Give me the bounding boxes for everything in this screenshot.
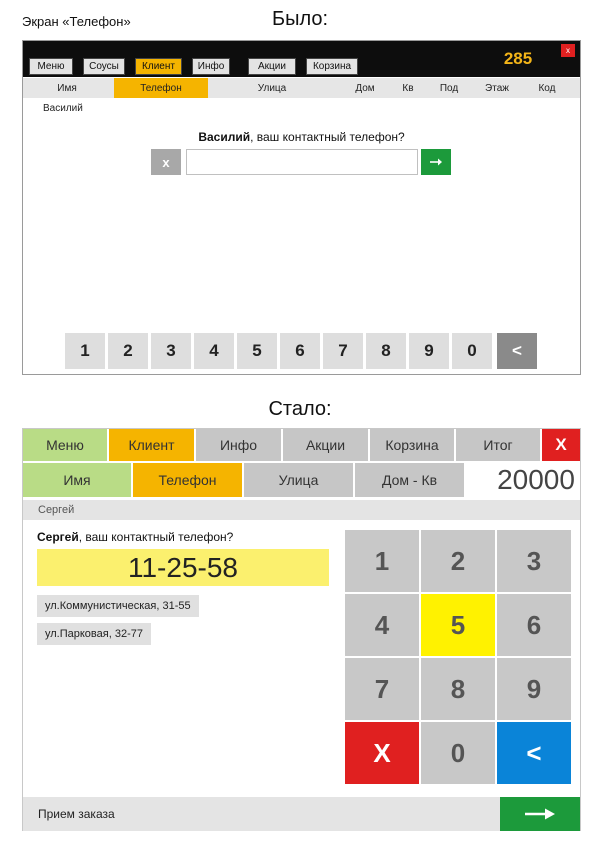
new-phone-input[interactable]: 11-25-58: [37, 549, 329, 586]
old-screen: [22, 40, 581, 375]
old-tab-promos[interactable]: Акции: [248, 58, 296, 75]
old-client-name: Василий: [43, 103, 83, 114]
old-key-1[interactable]: 1: [65, 333, 105, 369]
new-tab-cart[interactable]: Корзина: [370, 429, 456, 461]
keypad-clear-button[interactable]: X: [345, 722, 419, 784]
keypad-key-8[interactable]: 8: [421, 658, 495, 720]
old-tab-cart[interactable]: Корзина: [306, 58, 358, 75]
old-key-4[interactable]: 4: [194, 333, 234, 369]
old-go-button[interactable]: [421, 149, 451, 175]
new-subtab-street[interactable]: Улица: [244, 463, 355, 497]
after-caption: Стало:: [268, 398, 332, 420]
keypad-key-4[interactable]: 4: [345, 594, 419, 656]
new-client-name: Сергей: [23, 500, 580, 520]
old-phone-question: [23, 130, 580, 144]
new-question-name: Сергей: [37, 530, 79, 544]
old-clear-button[interactable]: x: [151, 149, 181, 175]
before-caption: Было:: [271, 8, 329, 30]
old-tab-sauces[interactable]: Соусы: [83, 58, 125, 75]
old-field-floor[interactable]: Этаж: [485, 82, 509, 94]
address-suggestion-2[interactable]: ул.Парковая, 32-77: [37, 623, 151, 645]
keypad-key-1[interactable]: 1: [345, 530, 419, 592]
old-key-8[interactable]: 8: [366, 333, 406, 369]
old-close-button[interactable]: x: [561, 44, 575, 57]
new-tab-client[interactable]: Клиент: [109, 429, 196, 461]
keypad-key-9[interactable]: 9: [497, 658, 571, 720]
old-key-7[interactable]: 7: [323, 333, 363, 369]
status-bar: [23, 797, 580, 831]
old-field-street[interactable]: Улица: [257, 82, 287, 94]
new-question-text: , ваш контактный телефон?: [78, 530, 234, 544]
old-field-entrance[interactable]: Под: [439, 82, 459, 94]
keypad-key-7[interactable]: 7: [345, 658, 419, 720]
keypad-backspace-button[interactable]: <: [497, 722, 571, 784]
new-tab-info[interactable]: Инфо: [196, 429, 283, 461]
old-key-2[interactable]: 2: [108, 333, 148, 369]
new-subtab-house-apartment[interactable]: Дом - Кв: [355, 463, 466, 497]
old-key-0[interactable]: 0: [452, 333, 492, 369]
new-screen: [22, 428, 581, 831]
old-question-text: , ваш контактный телефон?: [250, 130, 405, 144]
old-key-backspace[interactable]: <: [497, 333, 537, 369]
keypad-key-2[interactable]: 2: [421, 530, 495, 592]
keypad-key-3[interactable]: 3: [497, 530, 571, 592]
old-tab-info[interactable]: Инфо: [192, 58, 230, 75]
new-tab-promos[interactable]: Акции: [283, 429, 370, 461]
old-field-phone[interactable]: Телефон: [114, 78, 208, 98]
screen-caption: Экран «Телефон»: [22, 14, 131, 29]
address-suggestion-1[interactable]: ул.Коммунистическая, 31-55: [37, 595, 199, 617]
status-label: Прием заказа: [38, 807, 115, 821]
old-topbar: [23, 41, 580, 77]
old-question-name: Василий: [198, 130, 251, 144]
old-tab-menu[interactable]: Меню: [29, 58, 73, 75]
keypad-key-6[interactable]: 6: [497, 594, 571, 656]
new-subtab-phone[interactable]: Телефон: [133, 463, 244, 497]
new-close-button[interactable]: X: [542, 429, 580, 461]
new-subtab-name[interactable]: Имя: [23, 463, 133, 497]
arrow-right-icon: [429, 157, 443, 167]
new-phone-question: [37, 530, 233, 544]
old-field-bar: [23, 78, 580, 98]
old-field-code[interactable]: Код: [538, 82, 556, 94]
arrow-right-icon: [523, 806, 557, 822]
old-order-counter: 285: [503, 49, 533, 68]
new-tab-menu[interactable]: Меню: [23, 429, 109, 461]
old-field-apartment[interactable]: Кв: [402, 82, 414, 94]
keypad-key-0[interactable]: 0: [421, 722, 495, 784]
old-field-name[interactable]: Имя: [57, 82, 77, 94]
old-key-5[interactable]: 5: [237, 333, 277, 369]
old-tab-client[interactable]: Клиент: [135, 58, 182, 75]
submit-button[interactable]: [500, 797, 580, 831]
old-field-house[interactable]: Дом: [355, 82, 375, 94]
old-key-6[interactable]: 6: [280, 333, 320, 369]
new-order-counter: 20000: [497, 464, 575, 495]
old-key-3[interactable]: 3: [151, 333, 191, 369]
new-tab-total[interactable]: Итог: [456, 429, 542, 461]
old-key-9[interactable]: 9: [409, 333, 449, 369]
old-phone-input[interactable]: [186, 149, 418, 175]
keypad-key-5[interactable]: 5: [421, 594, 495, 656]
